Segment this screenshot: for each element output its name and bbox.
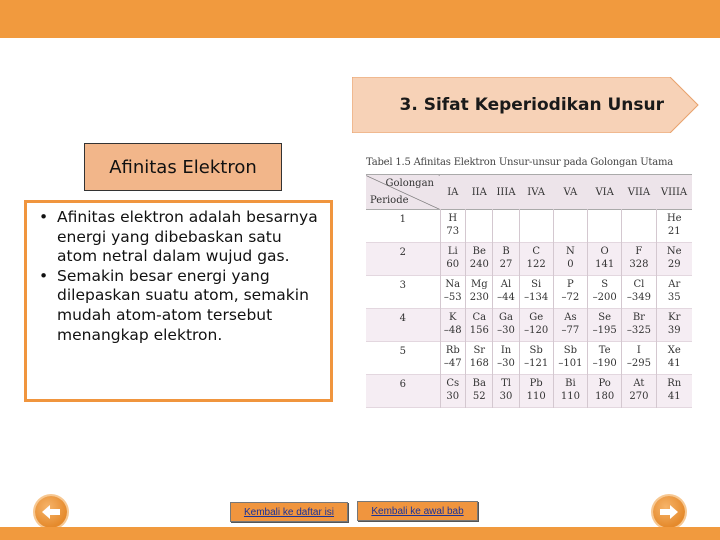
affinity-value: 168 (469, 358, 489, 369)
table-row (366, 309, 692, 342)
affinity-value: 122 (526, 259, 546, 270)
corner-golongan: Golongan (385, 178, 434, 189)
element-cell (466, 342, 493, 375)
element-symbol: Be (472, 246, 486, 257)
group-header: VIA (595, 186, 614, 198)
bullet-item: • Semakin besar energi yang dilepaskan suatu atom, semakin mudah atom-atom tersebut menangkap elektron. (39, 266, 309, 344)
element-symbol: Si (531, 279, 542, 290)
element-symbol: At (633, 378, 645, 389)
affinity-value: 27 (499, 259, 513, 270)
element-symbol: Cl (633, 279, 645, 290)
element-cell (588, 342, 622, 375)
element-symbol: Ga (499, 312, 513, 323)
slide-title: 3. Sifat Keperiodikan Unsur (399, 95, 664, 115)
title-banner (352, 77, 700, 133)
element-symbol: Se (598, 312, 612, 323)
affinity-value: 21 (667, 226, 681, 237)
section-label: Afinitas Elektron (84, 143, 282, 191)
element-cell (588, 309, 622, 342)
element-cell (466, 276, 493, 309)
affinity-value: –295 (626, 358, 651, 369)
group-header: IA (447, 186, 459, 198)
element-cell (622, 210, 656, 243)
element-symbol: Sb (563, 345, 578, 356)
element-cell (466, 375, 493, 408)
affinity-value: –120 (524, 325, 549, 336)
element-symbol: Po (598, 378, 611, 389)
element-symbol: Ar (668, 279, 681, 290)
element-cell (553, 210, 587, 243)
bullet-box (24, 200, 333, 402)
affinity-value: 30 (446, 391, 460, 402)
bullet-list (33, 208, 324, 345)
prev-slide-button[interactable] (35, 496, 67, 528)
element-cell (656, 210, 692, 243)
element-cell (656, 243, 692, 276)
affinity-value: 41 (667, 391, 681, 402)
element-cell (440, 342, 466, 375)
affinity-value: 230 (469, 292, 489, 303)
back-to-contents-link[interactable]: Kembali ke daftar isi (230, 502, 348, 522)
element-cell (493, 375, 519, 408)
element-symbol: Xe (667, 345, 681, 356)
element-cell (588, 375, 622, 408)
element-symbol: F (635, 246, 643, 257)
element-cell (656, 309, 692, 342)
affinity-value: 30 (499, 391, 513, 402)
period-cell: 2 (399, 247, 406, 258)
element-cell (519, 243, 553, 276)
element-symbol: Pb (529, 378, 543, 389)
arrow-left-icon (42, 505, 60, 519)
element-symbol: I (636, 345, 641, 356)
element-cell (588, 243, 622, 276)
periodic-table (366, 174, 692, 408)
table-caption: Tabel 1.5 Afinitas Elektron Unsur-unsur pada Golongan Utama (366, 157, 674, 168)
element-cell (553, 276, 587, 309)
table-row (366, 210, 692, 243)
affinity-value: –325 (626, 325, 651, 336)
element-cell (440, 309, 466, 342)
group-header: IIIA (496, 186, 516, 198)
affinity-value: –44 (497, 292, 515, 303)
element-symbol: Li (447, 246, 458, 257)
next-slide-button[interactable] (653, 496, 685, 528)
element-cell (622, 309, 656, 342)
element-cell (656, 342, 692, 375)
table-row (366, 375, 692, 408)
affinity-value: 41 (667, 358, 681, 369)
element-cell (588, 210, 622, 243)
arrow-right-icon (660, 505, 678, 519)
corner-periode: Periode (370, 195, 409, 206)
bottom-accent-bar (0, 527, 720, 540)
element-symbol: As (564, 312, 577, 323)
element-cell (519, 375, 553, 408)
table-row (366, 276, 692, 309)
element-symbol: H (448, 213, 458, 224)
period-cell: 6 (399, 379, 406, 390)
element-symbol: Kr (668, 312, 681, 323)
element-symbol: N (566, 246, 575, 257)
element-cell (440, 210, 466, 243)
group-header: IIA (471, 186, 487, 198)
element-cell (553, 342, 587, 375)
affinity-value: 60 (446, 259, 460, 270)
affinity-value: 110 (526, 391, 546, 402)
period-cell: 1 (399, 214, 406, 225)
affinity-value: –47 (443, 358, 462, 369)
element-symbol: Ge (529, 312, 544, 323)
element-symbol: Cs (446, 378, 460, 389)
group-header: VIIA (627, 186, 651, 198)
element-cell (493, 276, 519, 309)
affinity-value: –134 (524, 292, 549, 303)
element-cell (622, 243, 656, 276)
element-cell (519, 342, 553, 375)
element-cell (588, 276, 622, 309)
element-symbol: Al (500, 279, 512, 290)
affinity-value: –195 (592, 325, 617, 336)
affinity-value: 73 (446, 226, 460, 237)
element-symbol: Rn (667, 378, 682, 389)
affinity-value: –48 (443, 325, 462, 336)
affinity-value: –77 (561, 325, 580, 336)
element-symbol: Sr (473, 345, 486, 356)
element-cell (493, 243, 519, 276)
affinity-value: –200 (592, 292, 617, 303)
element-symbol: K (449, 312, 457, 323)
element-cell (553, 243, 587, 276)
period-cell: 3 (399, 280, 406, 291)
element-cell (519, 210, 553, 243)
affinity-value: 270 (629, 391, 649, 402)
element-symbol: Tl (501, 378, 511, 389)
element-symbol: P (567, 279, 574, 290)
top-accent-bar (0, 0, 720, 38)
affinity-value: 180 (595, 391, 615, 402)
element-cell (440, 276, 466, 309)
affinity-value: –72 (561, 292, 580, 303)
bullet-dot-icon: • (39, 266, 49, 285)
element-cell (622, 276, 656, 309)
element-symbol: Mg (470, 279, 488, 290)
element-cell (622, 375, 656, 408)
affinity-value: 240 (469, 259, 489, 270)
element-cell (656, 375, 692, 408)
element-cell (656, 276, 692, 309)
element-cell (466, 309, 493, 342)
bullet-dot-icon: • (39, 208, 49, 226)
element-cell (493, 342, 519, 375)
back-to-chapter-start-link[interactable]: Kembali ke awal bab (357, 501, 478, 521)
element-cell (466, 210, 493, 243)
table-body (366, 210, 692, 408)
element-symbol: Ba (472, 378, 486, 389)
affinity-value: 52 (472, 391, 486, 402)
affinity-value: 110 (560, 391, 580, 402)
affinity-value: 328 (629, 259, 649, 270)
period-cell: 4 (399, 313, 406, 324)
element-cell (519, 309, 553, 342)
table-row (366, 243, 692, 276)
group-header: VA (563, 186, 578, 198)
element-cell (622, 342, 656, 375)
affinity-value: –30 (497, 358, 515, 369)
affinity-value: 0 (567, 259, 574, 270)
element-cell (519, 276, 553, 309)
element-symbol: O (600, 246, 609, 257)
affinity-value: 35 (667, 292, 681, 303)
table-header-row (366, 175, 692, 210)
affinity-value: 156 (469, 325, 489, 336)
table-corner-header (366, 175, 440, 210)
table-row (366, 342, 692, 375)
element-symbol: He (666, 213, 682, 224)
affinity-value: 29 (667, 259, 681, 270)
element-symbol: C (532, 246, 540, 257)
element-symbol: Br (632, 312, 645, 323)
bullet-item: • Afinitas elektron adalah besarnya energi yang dibebaskan satu atom netral dalam wujud gas. (39, 208, 318, 266)
affinity-value: –101 (558, 358, 583, 369)
element-symbol: Te (598, 345, 611, 356)
element-symbol: Na (445, 279, 461, 290)
element-cell (553, 375, 587, 408)
element-symbol: Ne (666, 246, 682, 257)
element-symbol: In (500, 345, 512, 356)
affinity-value: –53 (443, 292, 462, 303)
element-cell (493, 210, 519, 243)
element-cell (440, 243, 466, 276)
element-cell (440, 375, 466, 408)
group-header: IVA (527, 186, 546, 198)
group-header: VIIIA (660, 186, 688, 198)
affinity-value: –349 (626, 292, 651, 303)
element-symbol: Rb (445, 345, 460, 356)
element-symbol: Sb (529, 345, 543, 356)
element-symbol: S (601, 279, 609, 290)
element-cell (493, 309, 519, 342)
element-cell (553, 309, 587, 342)
affinity-value: –30 (497, 325, 515, 336)
affinity-value: 141 (595, 259, 615, 270)
element-cell (466, 243, 493, 276)
affinity-value: –190 (592, 358, 617, 369)
element-symbol: Bi (565, 378, 576, 389)
electron-affinity-table (366, 157, 692, 408)
period-cell: 5 (399, 346, 406, 357)
element-symbol: B (502, 246, 510, 257)
element-symbol: Ca (472, 312, 487, 323)
affinity-value: 39 (667, 325, 681, 336)
affinity-value: –121 (524, 358, 549, 369)
